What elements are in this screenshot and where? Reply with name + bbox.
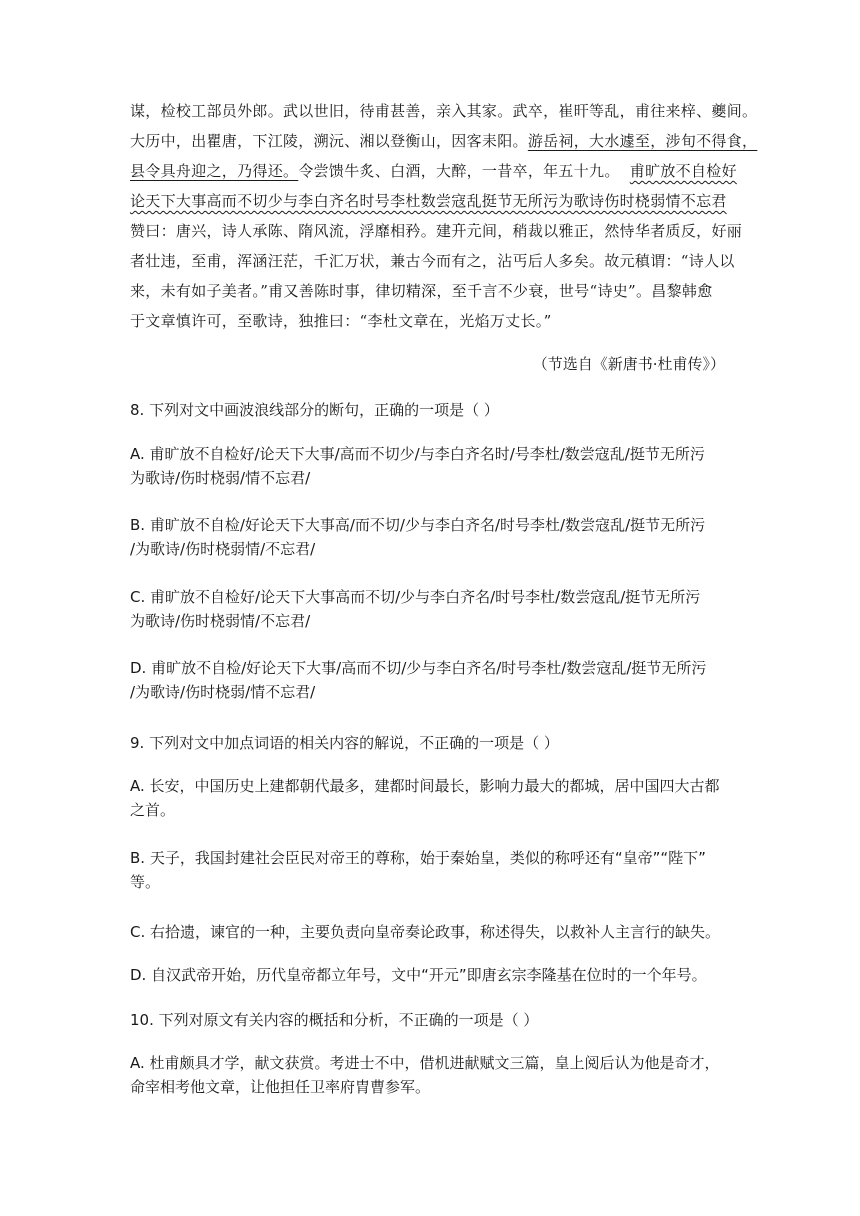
- passage-line: [130, 216, 743, 246]
- option-line: D. 自汉武帝开始，历代皇帝都立年号，文中“开元”即唐玄宗李隆基在位时的一个年号。: [130, 966, 707, 984]
- question-stem: 8. 下列对文中画波浪线部分的断句，正确的一项是（ ）: [130, 401, 499, 419]
- passage-line: 者壮违，至甫，浑涵汪茫，千汇万状，兼古今而有之，沾丐后人多矣。故元稹谓：“诗人以: [130, 252, 735, 270]
- option-line: /为歌诗/伤时桡弱情/不忘君/: [130, 540, 316, 558]
- question-8: [130, 398, 740, 422]
- passage-line: 谋，检校工部员外郎。武以世旧，待甫甚善，亲入其家。武卒，崔旰等乱，甫往来梓、夔间。: [130, 102, 758, 120]
- q9-option-a: [130, 774, 740, 822]
- passage-line: [130, 126, 758, 156]
- passage-line: [130, 186, 730, 216]
- q9-option-b: [130, 846, 740, 894]
- underlined-text: 游岳祠，大水遽至，涉旬不得食，: [527, 132, 758, 150]
- q10-option-a: [130, 1051, 740, 1099]
- passage-text: 大历中，出瞿唐，下江陵，溯沅、湘以登衡山，因客耒阳。: [130, 132, 528, 150]
- q8-option-a: [130, 442, 740, 490]
- q8-option-b: [130, 513, 740, 561]
- underlined-text: 县令具舟迎之，乃得还。: [130, 162, 299, 180]
- option-line: D. 甫旷放不自检/好论天下大事/高而不切/少与李白齐名/时号李杜/数尝寇乱/挺节无所污: [130, 659, 707, 677]
- question-stem: 10. 下列对原文有关内容的概括和分析，不正确的一项是（ ）: [130, 1011, 539, 1029]
- q9-option-d: [130, 963, 740, 987]
- passage-line: [130, 156, 737, 186]
- passage-line: 于文章慎许可，至歌诗，独推曰：“李杜文章在，光焰万丈长。”: [130, 312, 552, 330]
- dotted-char: 开: [451, 222, 467, 240]
- wavy-underlined-text: 甫旷放不自检好: [629, 162, 737, 180]
- dotted-char: 元: [466, 222, 482, 240]
- option-line: A. 甫旷放不自检好/论天下大事/高而不切少/与李白齐名时/号李杜/数尝寇乱/挺节无所污: [130, 445, 705, 463]
- q8-option-c: [130, 585, 740, 633]
- option-line: B. 天子，我国封建社会臣民对帝王的尊称，始于秦始皇，类似的称呼还有“皇帝”“陛下”: [130, 849, 706, 867]
- option-line: A. 杜甫颇具才学，献文获赏。考进士不中，借机进献赋文三篇，皇上阅后认为他是奇才，: [130, 1054, 720, 1072]
- option-line: 为歌诗/伤时桡弱情/不忘君/: [130, 612, 311, 630]
- passage-text: 间，稍裁以雅正，然恃华者质反，好丽: [481, 222, 743, 240]
- option-line: 为歌诗/伤时桡弱/情不忘君/: [130, 469, 311, 487]
- q9-option-c: [130, 920, 740, 944]
- q8-option-d: [130, 656, 740, 704]
- question-stem: 9. 下列对文中加点词语的相关内容的解说，不正确的一项是（ ）: [130, 734, 559, 752]
- option-line: A. 长安，中国历史上建都朝代最多，建都时间最长，影响力最大的都城，居中国四大古都: [130, 777, 720, 795]
- question-9: [130, 731, 740, 755]
- option-line: 等。: [130, 873, 161, 891]
- option-line: 之首。: [130, 801, 176, 819]
- passage-text: 令尝馈牛炙、白酒，大醉，一昔卒，年五十九。: [298, 162, 620, 180]
- passage-line: 来，未有如子美者。”甫又善陈时事，律切精深，至千言不少衰，世号“诗史”。昌黎韩愈: [130, 282, 713, 300]
- option-line: /为歌诗/伤时桡弱/情不忘君/: [130, 683, 316, 701]
- passage-text: 赞曰：唐兴，诗人承陈、隋风流，浮靡相矜。建: [130, 222, 452, 240]
- option-line: 命宰相考他文章，让他担任卫率府胄曹参军。: [130, 1078, 431, 1096]
- question-10: [130, 1008, 740, 1032]
- classical-passage: [130, 96, 758, 336]
- source-citation: （节选自《新唐书·杜甫传》）: [532, 355, 725, 373]
- option-line: C. 右拾遗，谏官的一种，主要负责向皇帝奏论政事，称述得失，以救补人主言行的缺失。: [130, 923, 721, 941]
- option-line: B. 甫旷放不自检/好论天下大事高/而不切/少与李白齐名/时号李杜/数尝寇乱/挺节无所污: [130, 516, 706, 534]
- option-line: C. 甫旷放不自检好/论天下大事高而不切/少与李白齐名/时号李杜/数尝寇乱/挺节无所污: [130, 588, 701, 606]
- wavy-underlined-text: 论天下大事高而不切少与李白齐名时号李杜数尝寇乱挺节无所污为歌诗伤时桡弱情不忘君: [130, 192, 727, 210]
